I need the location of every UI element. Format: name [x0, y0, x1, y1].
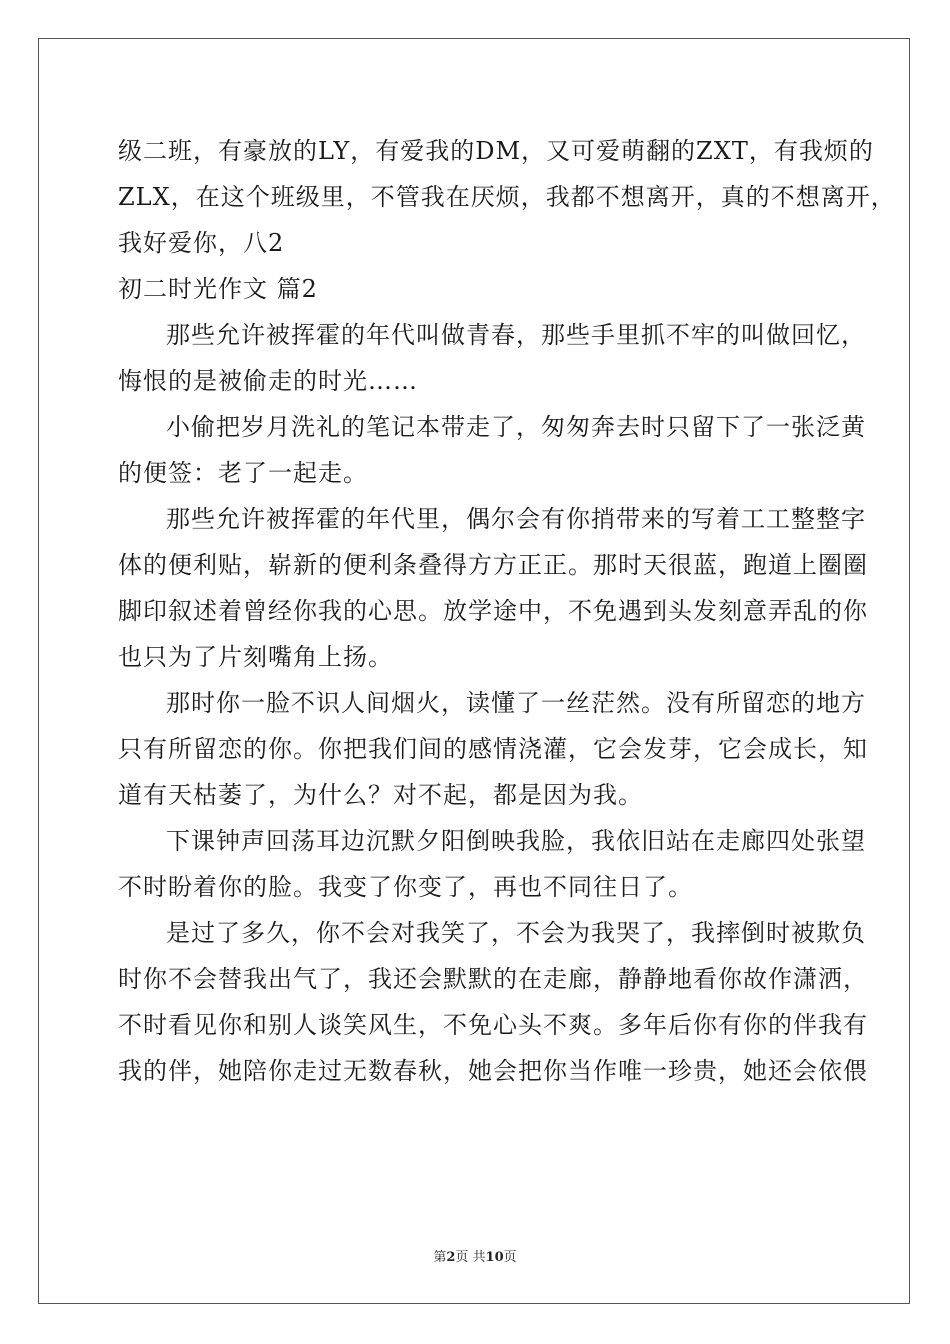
footer-middle: 页 共 — [455, 1250, 486, 1265]
paragraph-first-line: 下课钟声回荡耳边沉默夕阳倒映我脸，我依旧站在走廊四处张望 — [166, 827, 866, 855]
text-line: 脚印叙述着曾经你我的心思。放学途中，不免遇到头发刻意弄乱的你 — [118, 597, 868, 625]
text-line: ZLX，在这个班级里，不管我在厌烦，我都不想离开，真的不想离开， — [118, 183, 896, 211]
text-line: 我好爱你，八2 — [118, 229, 285, 257]
paragraph-first-line: 是过了多久，你不会对我笑了，不会为我哭了，我摔倒时被欺负 — [166, 919, 866, 947]
page-footer — [0, 1246, 950, 1265]
footer-suffix: 页 — [503, 1250, 517, 1265]
total-pages-number: 10 — [485, 1250, 504, 1265]
text-line: 道有天枯萎了，为什么？对不起，都是因为我。 — [118, 781, 643, 809]
footer-prefix: 第 — [433, 1250, 447, 1265]
text-line: 悔恨的是被偷走的时光…… — [118, 367, 418, 395]
paragraph-first-line: 那时你一脸不识人间烟火，读懂了一丝茫然。没有所留恋的地方 — [166, 689, 866, 717]
text-line: 只有所留恋的你。你把我们间的感情浇灌，它会发芽，它会成长，知 — [118, 735, 868, 763]
paragraph-first-line: 小偷把岁月洗礼的笔记本带走了，匆匆奔去时只留下了一张泛黄 — [166, 413, 866, 441]
text-line: 时你不会替我出气了，我还会默默的在走廊，静静地看你故作潇洒， — [118, 965, 868, 993]
section-heading: 初二时光作文 篇2 — [118, 275, 318, 303]
text-line: 我的伴，她陪你走过无数春秋，她会把你当作唯一珍贵，她还会依偎 — [118, 1057, 868, 1085]
text-line: 级二班，有豪放的LY，有爱我的DM，又可爱萌翻的ZXT，有我烦的 — [118, 137, 874, 165]
text-line: 不时盼着你的脸。我变了你变了，再也不同往日了。 — [118, 873, 693, 901]
text-line: 也只为了片刻嘴角上扬。 — [118, 643, 393, 671]
paragraph-first-line: 那些允许被挥霍的年代里，偶尔会有你捎带来的写着工工整整字 — [166, 505, 866, 533]
text-line: 不时看见你和别人谈笑风生，不免心头不爽。多年后你有你的伴我有 — [118, 1011, 868, 1039]
document-body — [118, 128, 896, 1094]
text-line: 的便签：老了一起走。 — [118, 459, 368, 487]
current-page-number: 2 — [446, 1250, 456, 1265]
text-line: 体的便利贴，崭新的便利条叠得方方正正。那时天很蓝，跑道上圈圈 — [118, 551, 868, 579]
paragraph-first-line: 那些允许被挥霍的年代叫做青春，那些手里抓不牢的叫做回忆， — [166, 321, 866, 349]
